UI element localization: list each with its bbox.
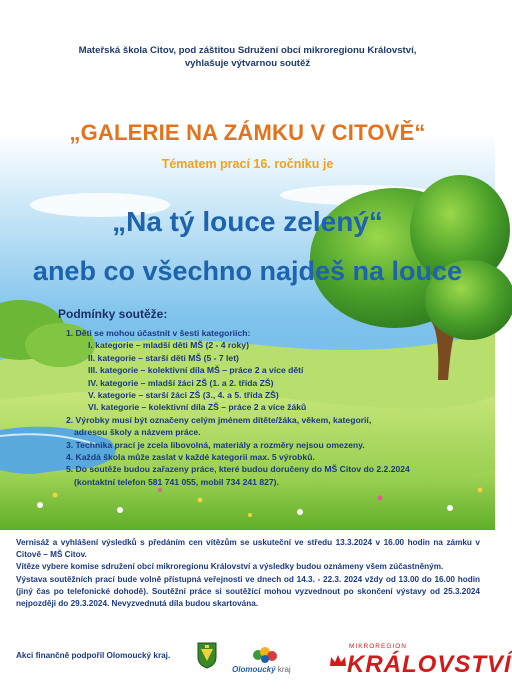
conditions-heading: Podmínky soutěže:: [58, 307, 168, 321]
competition-title: „GALERIE NA ZÁMKU V CITOVĚ“: [69, 120, 426, 145]
theme-line2: aneb co všechno najdeš na louce: [32, 256, 463, 286]
category-item: IV. kategorie – mladší žáci ZŠ (1. a 2. třída ZŠ): [88, 377, 274, 388]
conditions-list: [58, 327, 478, 488]
mikroregion-text: MIKROREGION: [349, 643, 407, 650]
olomoucky-kraj-logo: [232, 645, 312, 677]
info-paragraph: Vernisáž a vyhlášení výsledků s předáním cen vítězům se uskuteční ve středu 13.3.2024 v 16.00 hodin na zámku v Citově – MŠ Citov.: [16, 538, 480, 560]
condition-item: 2. Výrobky musí být označeny celým jménem dítěte/žáka, věkem, kategorií,: [66, 414, 372, 425]
category-item: I. kategorie – mladší děti MŠ (2 - 4 roky): [88, 340, 249, 351]
olomoucky-text: Olomoucký: [232, 665, 276, 674]
organizer-header: [0, 44, 495, 70]
category-item: III. kategorie – kolektivní díla MŠ – práce 2 a více dětí: [88, 365, 304, 376]
category-item: II. kategorie – starší děti MŠ (5 - 7 let): [88, 352, 239, 363]
crown-icon: [329, 654, 347, 668]
kralovstvi-text: KRÁLOVSTVÍ: [347, 651, 512, 678]
kraj-text: kraj: [277, 665, 291, 674]
theme-intro: Tématem prací 16. ročníku je: [161, 157, 334, 171]
condition-item-cont: (kontaktní telefon 581 741 055, mobil 734 241 827).: [74, 476, 279, 487]
category-item: VI. kategorie – kolektivní díla ZŠ – práce 2 a více žáků: [88, 402, 307, 413]
sponsor-note: Akci finančně podpořil Olomoucký kraj.: [16, 651, 171, 660]
info-paragraph: Výstava soutěžních prací bude volně přístupná veřejnosti ve dnech od 14.3. - 22.3. 2024 vždy od 13.00 do 16.00 hodin (jiný čas po telefonické dohodě). Soutěžní práce si soutěžící mohou vyzvednout po skončení výstavy od 25.3.2024 nejpozději do 29.3.2024. Nevyzvednutá díla budou skartována.: [16, 574, 480, 609]
crest-icon: [197, 641, 217, 669]
category-item: V. kategorie – starší žáci ZŠ (3., 4. a 5. třída ZŠ): [88, 390, 279, 401]
condition-item-cont: adresou školy a názvem práce.: [74, 427, 201, 438]
info-paragraph: Vítěze vybere komise sdružení obcí mikroregionu Království a výsledky budou oznámeny všem zúčastněným.: [16, 562, 444, 572]
condition-item: 4. Každá škola může zaslat v každé kategorii max. 5 výrobků.: [66, 452, 315, 463]
event-info: [16, 537, 480, 610]
mikroregion-logo: [327, 640, 512, 682]
condition-item: 5. Do soutěže budou zařazeny práce, které budou doručeny do MŠ Citov do 2.2.2024: [66, 464, 410, 475]
condition-item: 1. Děti se mohou účastnit v šesti kategoriích:: [66, 328, 251, 338]
header-line2: vyhlašuje výtvarnou soutěž: [184, 58, 311, 69]
theme-line1: „Na tý louce zelený“: [112, 206, 383, 237]
header-line1: Mateřská škola Citov, pod záštitou Sdružení obcí mikroregionu Království,: [78, 45, 417, 56]
condition-item: 3. Technika prací je zcela libovolná, materiály a rozměry nejsou omezeny.: [66, 439, 365, 450]
olomoucky-kraj-mark-icon: [250, 645, 280, 665]
